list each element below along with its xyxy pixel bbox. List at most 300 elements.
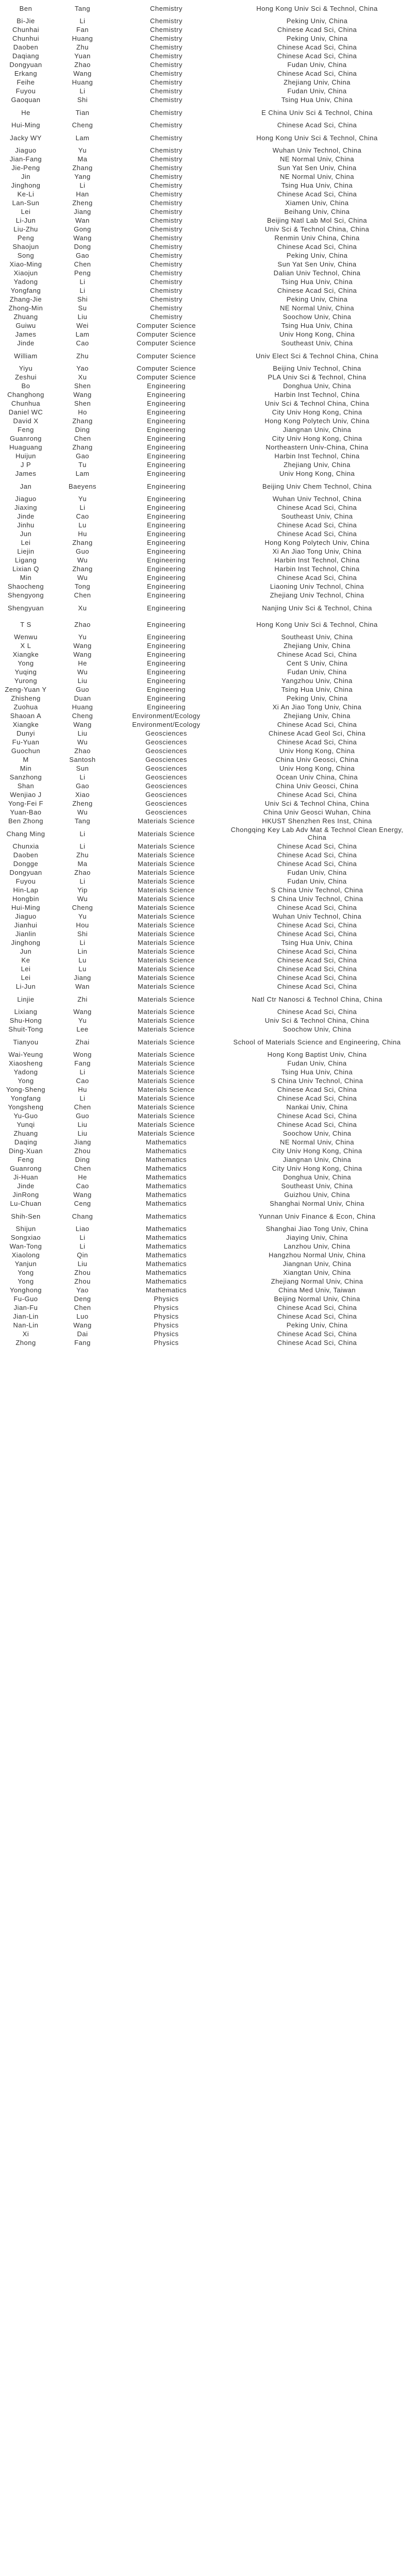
table-row: [0, 573, 415, 582]
institution-cell: Hong Kong Baptist Univ, China: [267, 1051, 367, 1058]
last-name-cell: Wang: [73, 1008, 92, 1016]
last-name-cell: Fang: [74, 1339, 91, 1347]
last-name-cell: Shen: [74, 382, 91, 390]
table-row: [0, 312, 415, 321]
field-cell: Geosciences: [145, 800, 187, 807]
table-row: [0, 1251, 415, 1259]
field-cell: Mathematics: [145, 1277, 187, 1285]
field-cell: Chemistry: [150, 295, 182, 303]
last-name-cell: Huang: [72, 703, 93, 711]
field-cell: Chemistry: [150, 61, 182, 69]
first-name-cell: Jiaguo: [15, 146, 37, 154]
table-row: [0, 764, 415, 773]
field-cell: Environment/Ecology: [132, 712, 201, 720]
field-cell: Chemistry: [150, 190, 182, 198]
first-name-cell: Lixiang: [14, 1008, 38, 1016]
first-name-cell: Linjie: [17, 995, 35, 1003]
field-cell: Mathematics: [145, 1182, 187, 1190]
table-row: [0, 1303, 415, 1312]
first-name-cell: Guiwu: [15, 322, 36, 329]
institution-cell: Chinese Acad Sci, China: [277, 904, 357, 911]
table-row: [0, 1059, 415, 1068]
field-cell: Materials Science: [137, 921, 195, 929]
table-row: [0, 877, 415, 886]
field-cell: Engineering: [147, 659, 186, 667]
last-name-cell: Hou: [76, 921, 89, 929]
field-cell: Chemistry: [150, 313, 182, 321]
last-name-cell: Ma: [77, 860, 88, 868]
table-row: [0, 773, 415, 782]
institution-cell: Tsing Hua Univ, China: [281, 96, 353, 104]
first-name-cell: X L: [20, 642, 31, 650]
last-name-cell: Wei: [76, 322, 89, 329]
institution-cell: City Univ Hong Kong, China: [272, 408, 362, 416]
institution-cell: Natl Ctr Nanosci & Technol China, China: [252, 995, 383, 1003]
first-name-cell: Jianlin: [15, 930, 37, 938]
institution-cell: Harbin Inst Technol, China: [274, 391, 360, 398]
last-name-cell: Luo: [76, 1312, 89, 1320]
field-cell: Engineering: [147, 565, 186, 573]
field-cell: Mathematics: [145, 1200, 187, 1207]
field-cell: Chemistry: [150, 43, 182, 51]
last-name-cell: Lam: [75, 134, 90, 142]
field-cell: Engineering: [147, 574, 186, 581]
institution-cell: Guizhou Univ, China: [284, 1191, 350, 1199]
first-name-cell: Lei: [21, 965, 31, 973]
last-name-cell: Yu: [78, 495, 87, 503]
field-cell: Chemistry: [150, 108, 182, 117]
table-row: [0, 460, 415, 469]
institution-cell: Lanzhou Univ, China: [284, 1242, 351, 1250]
field-cell: Geosciences: [145, 773, 187, 781]
field-cell: Chemistry: [150, 217, 182, 224]
table-row: [0, 399, 415, 408]
first-name-cell: Ben Zhong: [8, 817, 44, 825]
field-cell: Engineering: [147, 504, 186, 511]
field-cell: Physics: [154, 1304, 179, 1311]
field-cell: Chemistry: [150, 78, 182, 86]
table-row: [0, 991, 415, 1007]
field-cell: Computer Science: [137, 373, 196, 381]
table-row: [0, 886, 415, 894]
first-name-cell: Xiaojun: [13, 269, 38, 277]
last-name-cell: Duan: [74, 694, 91, 702]
first-name-cell: Daoben: [13, 851, 39, 859]
first-name-cell: Ligang: [14, 556, 37, 564]
field-cell: Chemistry: [150, 146, 182, 154]
last-name-cell: Zhang: [72, 443, 93, 451]
first-name-cell: Jiaguo: [15, 495, 37, 503]
field-cell: Engineering: [147, 677, 186, 685]
table-row: [0, 538, 415, 547]
field-cell: Materials Science: [137, 1077, 195, 1085]
first-name-cell: Hin-Lap: [13, 886, 39, 894]
table-row: [0, 1138, 415, 1146]
institution-cell: Jiaying Univ, China: [286, 1234, 348, 1241]
table-row: [0, 52, 415, 60]
table-row: [0, 34, 415, 43]
institution-cell: Chinese Acad Sci, China: [277, 1112, 357, 1120]
field-cell: Chemistry: [150, 35, 182, 42]
first-name-cell: Sanzhong: [9, 773, 42, 781]
last-name-cell: Zheng: [72, 800, 93, 807]
first-name-cell: Jinde: [17, 339, 35, 347]
institution-cell: Cent S Univ, China: [286, 659, 348, 667]
table-row: [0, 251, 415, 260]
table-row: [0, 938, 415, 947]
first-name-cell: Liu-Zhu: [13, 225, 38, 233]
table-row: [0, 600, 415, 616]
institution-cell: Yunnan Univ Finance & Econ, China: [258, 1212, 376, 1220]
table-row: [0, 1111, 415, 1120]
first-name-cell: Yurong: [14, 677, 38, 685]
first-name-cell: Li-Jun: [15, 217, 36, 224]
field-cell: Chemistry: [150, 87, 182, 95]
first-name-cell: Hui-Ming: [11, 121, 40, 129]
first-name-cell: Shijun: [15, 1225, 36, 1233]
last-name-cell: Li: [79, 1234, 86, 1241]
table-row: [0, 1129, 415, 1138]
last-name-cell: Li: [79, 773, 86, 781]
institution-cell: Peking Univ, China: [286, 694, 348, 702]
field-cell: Geosciences: [145, 808, 187, 816]
field-cell: Geosciences: [145, 738, 187, 746]
table-row: [0, 668, 415, 676]
field-cell: Engineering: [147, 686, 186, 693]
institution-cell: City Univ Hong Kong, China: [272, 1165, 362, 1172]
field-cell: Chemistry: [150, 278, 182, 286]
institution-cell: China Univ Geosci, China: [275, 756, 359, 763]
field-cell: Materials Science: [137, 817, 195, 825]
field-cell: Mathematics: [145, 1173, 187, 1181]
first-name-cell: Chunhui: [12, 35, 39, 42]
last-name-cell: Wan: [75, 217, 90, 224]
table-row: [0, 129, 415, 146]
field-cell: Materials Science: [137, 983, 195, 990]
table-row: [0, 808, 415, 817]
field-cell: Geosciences: [145, 756, 187, 763]
last-name-cell: Tang: [74, 817, 91, 825]
last-name-cell: Huang: [72, 78, 93, 86]
last-name-cell: Chen: [74, 1103, 91, 1111]
institution-cell: Chinese Acad Sci, China: [277, 851, 357, 859]
institution-cell: China Med Univ, Taiwan: [278, 1286, 356, 1294]
table-row: [0, 425, 415, 434]
last-name-cell: Ceng: [74, 1200, 91, 1207]
table-row: [0, 547, 415, 556]
institution-cell: Chinese Acad Sci, China: [277, 43, 357, 51]
last-name-cell: Li: [79, 842, 86, 850]
field-cell: Geosciences: [145, 765, 187, 772]
first-name-cell: Bo: [21, 382, 30, 390]
table-row: [0, 1199, 415, 1208]
table-row: [0, 295, 415, 304]
institution-cell: Chongqing Key Lab Adv Mat & Technol Clean Energy, China: [230, 826, 404, 841]
table-row: [0, 817, 415, 825]
first-name-cell: Lei: [21, 539, 31, 546]
last-name-cell: Yao: [76, 1286, 89, 1294]
field-cell: Materials Science: [137, 1008, 195, 1016]
institution-cell: Xiamen Univ, China: [285, 199, 349, 207]
last-name-cell: Ma: [77, 155, 88, 163]
last-name-cell: Li: [79, 87, 86, 95]
table-row: [0, 1268, 415, 1277]
last-name-cell: Jiang: [74, 208, 91, 215]
institution-cell: Chinese Acad Sci, China: [277, 651, 357, 658]
table-row: [0, 694, 415, 703]
table-row: [0, 286, 415, 295]
field-cell: Engineering: [147, 470, 186, 477]
first-name-cell: Fuyou: [15, 877, 36, 885]
first-name-cell: Ding-Xuan: [9, 1147, 43, 1155]
institution-cell: Soochow Univ, China: [283, 313, 352, 321]
first-name-cell: Yunqi: [16, 1121, 35, 1128]
last-name-cell: Lee: [76, 1025, 89, 1033]
table-row: [0, 1294, 415, 1303]
last-name-cell: Zheng: [72, 199, 93, 207]
institution-cell: Beijing Univ Technol, China: [273, 364, 361, 372]
last-name-cell: Zhang: [72, 539, 93, 546]
table-row: [0, 260, 415, 269]
last-name-cell: Liu: [77, 677, 88, 685]
last-name-cell: Cheng: [72, 712, 93, 720]
field-cell: Computer Science: [137, 352, 196, 360]
last-name-cell: Lam: [75, 330, 90, 338]
first-name-cell: Jinghong: [11, 181, 41, 189]
institution-cell: Chinese Acad Sci, China: [277, 1339, 357, 1347]
institution-cell: Chinese Acad Sci, China: [277, 791, 357, 799]
last-name-cell: Liu: [77, 729, 88, 737]
field-cell: Materials Science: [137, 829, 195, 838]
field-cell: Geosciences: [145, 782, 187, 790]
table-row: [0, 1050, 415, 1059]
last-name-cell: Zhu: [76, 352, 89, 360]
table-row: [0, 947, 415, 956]
table-row: [0, 408, 415, 417]
field-cell: Chemistry: [150, 173, 182, 180]
field-cell: Engineering: [147, 547, 186, 555]
first-name-cell: Huijun: [15, 452, 36, 460]
last-name-cell: Dai: [77, 1330, 88, 1338]
table-row: [0, 782, 415, 790]
first-name-cell: Zhuang: [13, 313, 38, 321]
institution-cell: Nanjing Univ Sci & Technol, China: [262, 604, 372, 612]
field-cell: Computer Science: [137, 364, 196, 372]
institution-cell: Chinese Acad Sci, China: [277, 1304, 357, 1311]
first-name-cell: Jun: [20, 948, 32, 955]
field-cell: Physics: [154, 1295, 179, 1303]
last-name-cell: Jiang: [74, 974, 91, 982]
table-row: [0, 121, 415, 129]
institution-cell: Chinese Acad Sci, China: [277, 52, 357, 60]
table-row: [0, 790, 415, 799]
field-cell: Chemistry: [150, 208, 182, 215]
table-row: [0, 277, 415, 286]
table-row: [0, 921, 415, 929]
field-cell: Mathematics: [145, 1147, 187, 1155]
table-row: [0, 60, 415, 69]
field-cell: Materials Science: [137, 1129, 195, 1137]
first-name-cell: T S: [20, 620, 31, 628]
institution-cell: Univ Sci & Technol China, China: [264, 400, 370, 407]
first-name-cell: Jiaxing: [14, 504, 37, 511]
last-name-cell: Lu: [78, 521, 87, 529]
table-row: [0, 973, 415, 982]
institution-cell: Tsing Hua Univ, China: [281, 686, 353, 693]
field-cell: Materials Science: [137, 860, 195, 868]
first-name-cell: Yuqing: [14, 668, 37, 676]
table-row: [0, 1146, 415, 1155]
table-row: [0, 494, 415, 503]
institution-cell: Xi An Jiao Tong Univ, China: [272, 703, 362, 711]
table-row: [0, 364, 415, 373]
institution-cell: Tsing Hua Univ, China: [281, 939, 353, 946]
first-name-cell: Hui-Ming: [11, 904, 40, 911]
table-row: [0, 339, 415, 347]
field-cell: Materials Science: [137, 1059, 195, 1067]
first-name-cell: Yanjun: [14, 1260, 37, 1268]
field-cell: Engineering: [147, 651, 186, 658]
last-name-cell: Wang: [73, 642, 92, 650]
first-name-cell: James: [15, 470, 37, 477]
first-name-cell: Yongfang: [10, 1094, 41, 1102]
last-name-cell: Zhu: [76, 43, 89, 51]
field-cell: Engineering: [147, 461, 186, 469]
first-name-cell: Zeng-Yuan Y: [5, 686, 47, 693]
table-row: [0, 104, 415, 121]
first-name-cell: Daniel WC: [8, 408, 43, 416]
last-name-cell: Li: [79, 829, 86, 838]
table-row: [0, 1224, 415, 1233]
first-name-cell: Yong: [18, 1277, 34, 1285]
table-row: [0, 1085, 415, 1094]
last-name-cell: Zhao: [74, 620, 91, 628]
last-name-cell: Tu: [78, 461, 87, 469]
last-name-cell: Shi: [77, 96, 88, 104]
field-cell: Materials Science: [137, 1103, 195, 1111]
institution-cell: Donghua Univ, China: [283, 382, 352, 390]
last-name-cell: Xu: [78, 373, 87, 381]
field-cell: Engineering: [147, 443, 186, 451]
institution-cell: Chinese Acad Sci, China: [277, 243, 357, 251]
table-row: [0, 1190, 415, 1199]
table-row: [0, 529, 415, 538]
first-name-cell: Ben: [19, 4, 32, 12]
institution-cell: Southeast Univ, China: [281, 1182, 353, 1190]
institution-cell: HKUST Shenzhen Res Inst, China: [262, 817, 372, 825]
field-cell: Chemistry: [150, 260, 182, 268]
last-name-cell: Ding: [75, 1156, 90, 1164]
table-row: [0, 685, 415, 694]
field-cell: Materials Science: [137, 895, 195, 903]
last-name-cell: Guo: [75, 1112, 90, 1120]
first-name-cell: Daqing: [14, 1138, 38, 1146]
table-row: [0, 347, 415, 364]
first-name-cell: Jin: [21, 173, 31, 180]
first-name-cell: Wenwu: [14, 633, 38, 641]
institution-cell: Tsing Hua Univ, China: [281, 181, 353, 189]
institution-cell: Fudan Univ, China: [287, 877, 347, 885]
table-row: [0, 1277, 415, 1286]
first-name-cell: James: [15, 330, 37, 338]
table-row: [0, 190, 415, 198]
last-name-cell: Li: [79, 877, 86, 885]
last-name-cell: Wu: [77, 668, 88, 676]
field-cell: Materials Science: [137, 995, 195, 1003]
first-name-cell: Songxiao: [10, 1234, 41, 1241]
field-cell: Physics: [154, 1330, 179, 1338]
table-row: [0, 443, 415, 452]
institution-cell: Renmin Univ China, China: [274, 234, 360, 242]
institution-cell: Univ Hong Kong, China: [279, 470, 355, 477]
last-name-cell: Yu: [78, 912, 87, 920]
institution-cell: Chinese Acad Sci, China: [277, 574, 357, 581]
field-cell: Physics: [154, 1339, 179, 1347]
last-name-cell: Wan: [75, 983, 90, 990]
first-name-cell: Feng: [18, 426, 34, 434]
table-row: [0, 703, 415, 711]
table-row: [0, 172, 415, 181]
institution-cell: Univ Elect Sci & Technol China, China: [256, 352, 378, 360]
field-cell: Chemistry: [150, 304, 182, 312]
first-name-cell: Zhong-Min: [8, 304, 43, 312]
table-row: [0, 650, 415, 659]
first-name-cell: Xiangke: [12, 721, 39, 728]
field-cell: Materials Science: [137, 948, 195, 955]
table-row: [0, 641, 415, 650]
first-name-cell: Yong-Fei F: [8, 800, 44, 807]
institution-cell: Nankai Univ, China: [286, 1103, 348, 1111]
table-row: [0, 1025, 415, 1034]
last-name-cell: Huang: [72, 35, 93, 42]
institution-cell: S China Univ Technol, China: [271, 1077, 363, 1085]
first-name-cell: Chang Ming: [6, 829, 45, 838]
field-cell: Computer Science: [137, 330, 196, 338]
institution-cell: NE Normal Univ, China: [280, 173, 354, 180]
table-row: [0, 1155, 415, 1164]
first-name-cell: Lei: [21, 974, 31, 982]
first-name-cell: Dongge: [13, 860, 39, 868]
field-cell: Mathematics: [145, 1212, 187, 1220]
last-name-cell: Cheng: [72, 904, 93, 911]
table-row: [0, 198, 415, 207]
last-name-cell: Zhou: [74, 1147, 91, 1155]
last-name-cell: Zhao: [74, 61, 91, 69]
first-name-cell: Yongfang: [10, 287, 41, 294]
institution-cell: Tsing Hua Univ, China: [281, 1068, 353, 1076]
first-name-cell: Shuit-Tong: [8, 1025, 43, 1033]
first-name-cell: Fuyou: [15, 87, 36, 95]
field-cell: Engineering: [147, 512, 186, 520]
institution-cell: Zhejiang Normal Univ, China: [271, 1277, 363, 1285]
field-cell: Engineering: [147, 391, 186, 398]
institution-cell: City Univ Hong Kong, China: [272, 1147, 362, 1155]
field-cell: Materials Science: [137, 1068, 195, 1076]
field-cell: Chemistry: [150, 225, 182, 233]
field-cell: Engineering: [147, 604, 186, 612]
institution-cell: Soochow Univ, China: [283, 1025, 352, 1033]
table-row: [0, 1182, 415, 1190]
table-row: [0, 1068, 415, 1076]
institution-cell: Chinese Acad Sci, China: [277, 190, 357, 198]
last-name-cell: Tong: [74, 583, 91, 590]
institution-cell: Jiangnan Univ, China: [283, 1260, 352, 1268]
table-row: [0, 982, 415, 991]
institution-cell: S China Univ Technol, China: [271, 895, 363, 903]
last-name-cell: Wu: [77, 556, 88, 564]
institution-cell: Chinese Acad Sci, China: [277, 121, 357, 129]
first-name-cell: Jun: [20, 530, 32, 538]
